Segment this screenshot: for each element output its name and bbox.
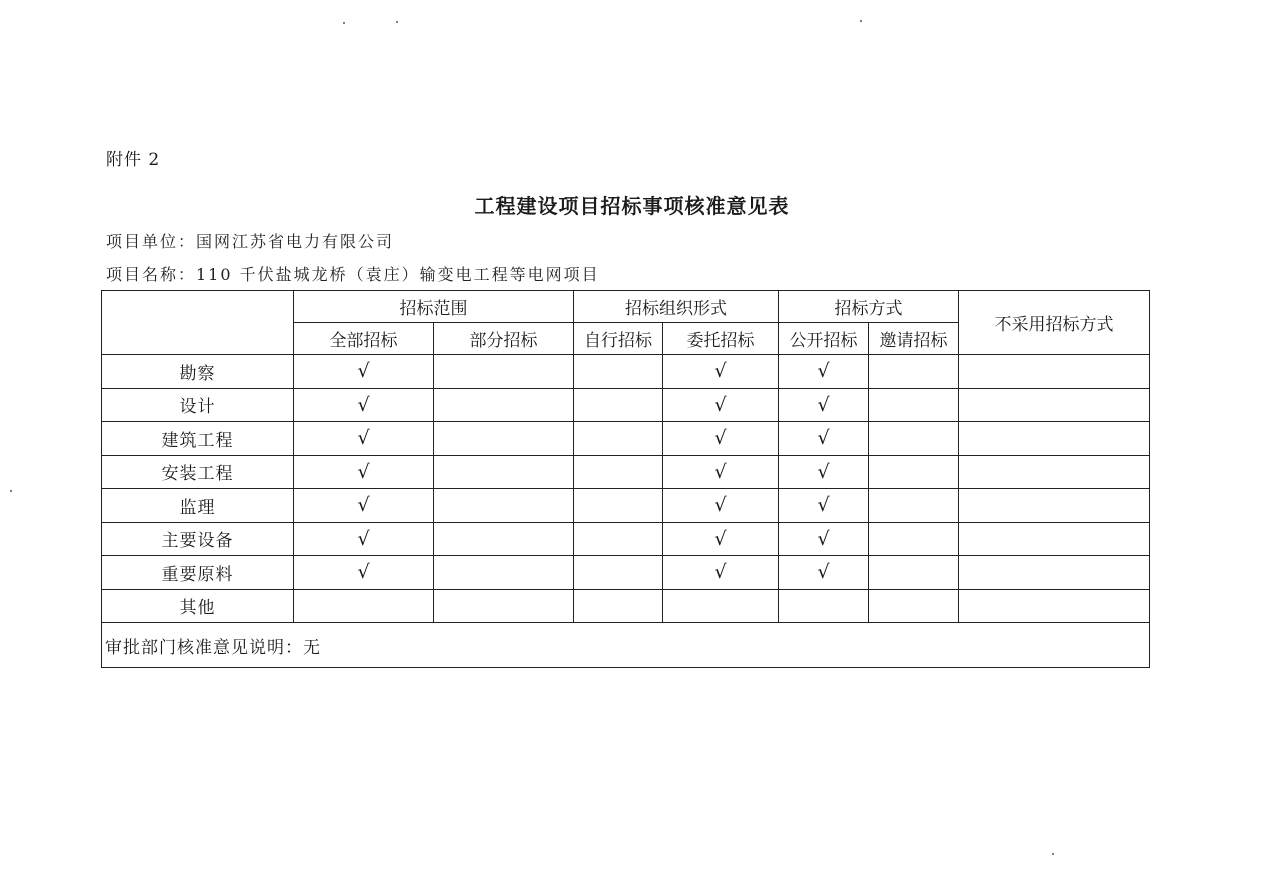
project-unit-line: 项目单位：国网江苏省电力有限公司 <box>106 232 395 251</box>
check-self <box>574 589 663 623</box>
row-label: 其他 <box>102 589 294 623</box>
header-not-adopted: 不采用招标方式 <box>959 291 1150 355</box>
subheader-partial: 部分招标 <box>434 323 574 355</box>
check-self <box>574 455 663 489</box>
check-invited <box>869 556 959 590</box>
check-full: √ <box>294 455 434 489</box>
table-row <box>102 355 1150 389</box>
check-full: √ <box>294 422 434 456</box>
check-not-adopted <box>959 455 1150 489</box>
check-self <box>574 355 663 389</box>
row-label: 建筑工程 <box>102 422 294 456</box>
scan-speck <box>396 21 398 23</box>
check-open: √ <box>779 455 869 489</box>
table-row <box>102 422 1150 456</box>
check-invited <box>869 489 959 523</box>
check-invited <box>869 522 959 556</box>
check-invited <box>869 388 959 422</box>
row-label: 设计 <box>102 388 294 422</box>
check-full: √ <box>294 489 434 523</box>
check-full: √ <box>294 522 434 556</box>
check-partial <box>434 422 574 456</box>
scan-speck <box>10 490 12 492</box>
check-partial <box>434 589 574 623</box>
check-full: √ <box>294 388 434 422</box>
check-entrusted: √ <box>663 422 779 456</box>
table-row <box>102 522 1150 556</box>
check-entrusted: √ <box>663 455 779 489</box>
check-not-adopted <box>959 489 1150 523</box>
check-invited <box>869 422 959 456</box>
check-entrusted: √ <box>663 355 779 389</box>
check-full: √ <box>294 556 434 590</box>
check-partial <box>434 355 574 389</box>
check-partial <box>434 522 574 556</box>
subheader-entrusted: 委托招标 <box>663 323 779 355</box>
subheader-full: 全部招标 <box>294 323 434 355</box>
check-open: √ <box>779 489 869 523</box>
table-header-row <box>102 291 1150 323</box>
row-label: 安装工程 <box>102 455 294 489</box>
check-entrusted: √ <box>663 489 779 523</box>
check-self <box>574 556 663 590</box>
check-open: √ <box>779 522 869 556</box>
table-row <box>102 489 1150 523</box>
header-method: 招标方式 <box>779 291 959 323</box>
subheader-self: 自行招标 <box>574 323 663 355</box>
row-label: 重要原料 <box>102 556 294 590</box>
check-not-adopted <box>959 589 1150 623</box>
table-row <box>102 455 1150 489</box>
check-invited <box>869 355 959 389</box>
check-invited <box>869 589 959 623</box>
scan-speck <box>1052 853 1054 855</box>
check-not-adopted <box>959 522 1150 556</box>
check-partial <box>434 556 574 590</box>
check-open: √ <box>779 556 869 590</box>
attachment-label: 附件 2 <box>106 150 161 170</box>
check-open <box>779 589 869 623</box>
check-not-adopted <box>959 556 1150 590</box>
table-row <box>102 589 1150 623</box>
check-full <box>294 589 434 623</box>
project-name-line: 项目名称：110 千伏盐城龙桥（袁庄）输变电工程等电网项目 <box>106 265 600 284</box>
approval-table <box>101 290 1150 668</box>
corner-cell <box>102 291 294 355</box>
subheader-open: 公开招标 <box>779 323 869 355</box>
subheader-invited: 邀请招标 <box>869 323 959 355</box>
check-entrusted <box>663 589 779 623</box>
approval-note: 审批部门核准意见说明：无 <box>102 623 1150 668</box>
check-full: √ <box>294 355 434 389</box>
check-self <box>574 388 663 422</box>
check-self <box>574 522 663 556</box>
row-label: 勘察 <box>102 355 294 389</box>
check-open: √ <box>779 388 869 422</box>
document-title: 工程建设项目招标事项核准意见表 <box>474 194 790 218</box>
check-entrusted: √ <box>663 556 779 590</box>
header-organization: 招标组织形式 <box>574 291 779 323</box>
scan-speck <box>860 20 862 22</box>
check-partial <box>434 455 574 489</box>
check-self <box>574 489 663 523</box>
row-label: 主要设备 <box>102 522 294 556</box>
check-self <box>574 422 663 456</box>
check-not-adopted <box>959 388 1150 422</box>
check-open: √ <box>779 422 869 456</box>
check-partial <box>434 489 574 523</box>
note-row <box>102 623 1150 668</box>
check-not-adopted <box>959 422 1150 456</box>
table-row <box>102 556 1150 590</box>
check-open: √ <box>779 355 869 389</box>
scan-speck <box>343 22 345 24</box>
check-entrusted: √ <box>663 522 779 556</box>
row-label: 监理 <box>102 489 294 523</box>
table-row <box>102 388 1150 422</box>
header-scope: 招标范围 <box>294 291 574 323</box>
check-entrusted: √ <box>663 388 779 422</box>
check-invited <box>869 455 959 489</box>
check-partial <box>434 388 574 422</box>
check-not-adopted <box>959 355 1150 389</box>
